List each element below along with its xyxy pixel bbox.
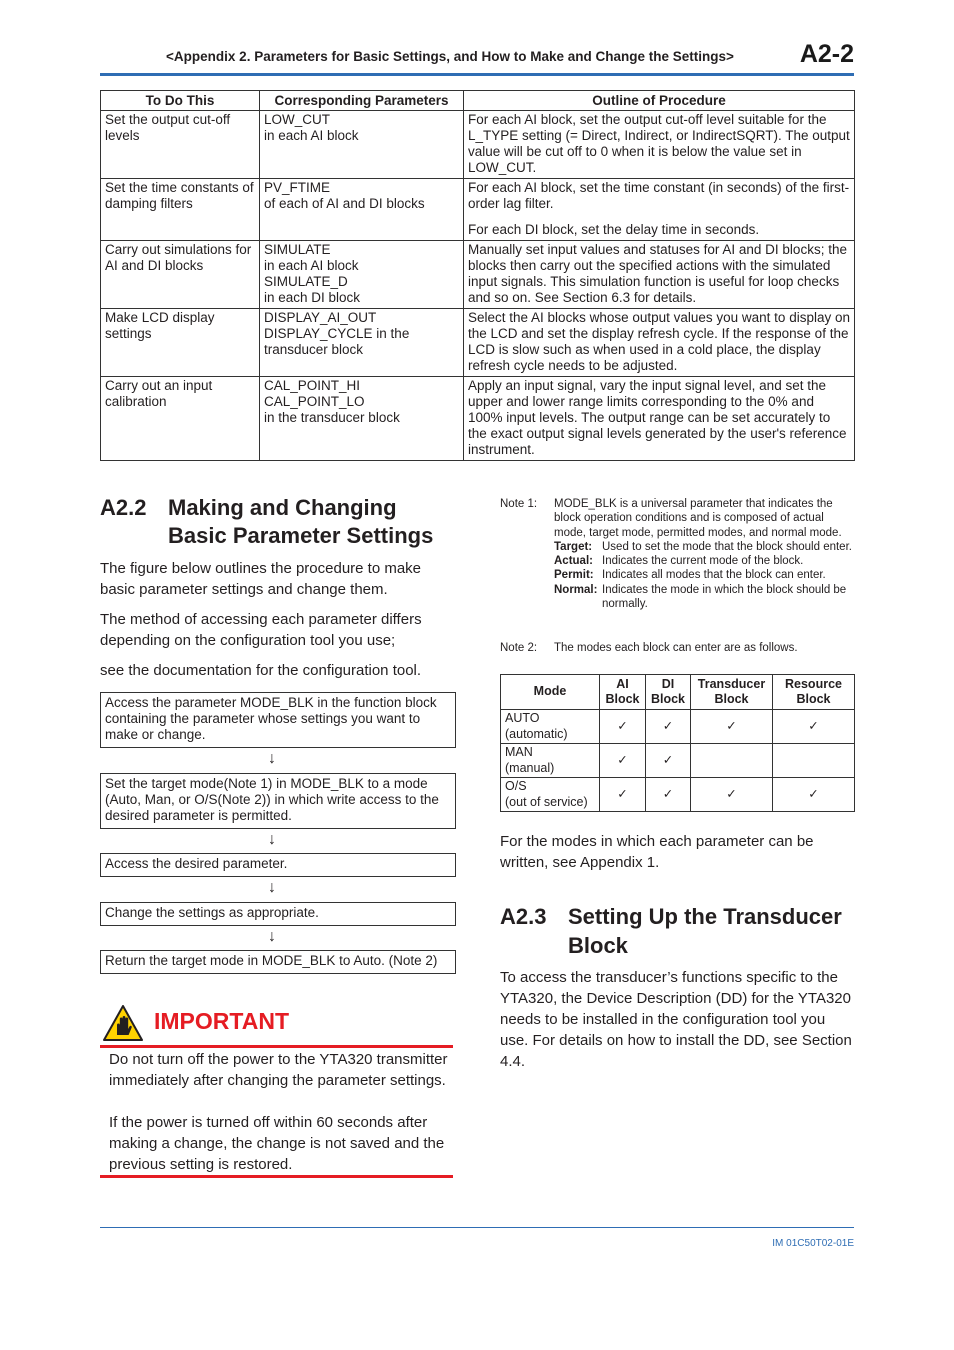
outline-cell <box>464 179 855 241</box>
note-label: Note 1: <box>500 498 538 510</box>
outline-cell <box>464 111 855 179</box>
param-line: of each of AI and DI blocks <box>264 196 425 211</box>
important-text: If the power is turned off within 60 seconds after making a change, the change is not saved and the previous setting is restored. <box>109 1114 445 1173</box>
definition-text: Indicates the current mode of the block. <box>602 555 804 568</box>
param-line: CAL_POINT_LO <box>264 394 365 409</box>
outline-cell <box>464 377 855 461</box>
definition-term: Actual: <box>554 555 593 568</box>
definition-term: Permit: <box>554 569 594 582</box>
column-header: Transducer Block <box>691 675 773 710</box>
flow-step-box: Access the parameter MODE_BLK in the function block containing the parameter whose settings you want to make or change. <box>100 692 456 748</box>
param-line: in the transducer block <box>264 410 400 425</box>
page-header-title: <Appendix 2. Parameters for Basic Settings, and How to Make and Change the Settings> <box>166 49 734 64</box>
important-text: Do not turn off the power to the YTA320 transmitter immediately after changing the parameter settings. <box>109 1051 448 1089</box>
params-cell <box>260 377 464 461</box>
body-paragraph: The figure below outlines the procedure to make basic parameter settings and change them. <box>100 560 422 598</box>
mode-cell <box>501 778 600 812</box>
params-cell <box>260 111 464 179</box>
mode-name: MAN <box>505 745 533 759</box>
flow-arrow-down: ↓ <box>268 928 276 945</box>
todo-cell: Carry out an input calibration <box>101 377 260 461</box>
definition-term: Target: <box>554 540 593 553</box>
note-text: The modes each block can enter are as follows. <box>554 642 798 654</box>
column-header: Outline of Procedure <box>464 91 855 111</box>
outline-text: For each AI block, set the time constant (in seconds) of the first-order lag filter. <box>468 180 850 211</box>
param-line: DISPLAY_AI_OUT <box>264 310 377 325</box>
mode-cell <box>501 744 600 778</box>
table-row <box>501 744 855 778</box>
flow-step-box: Set the target mode(Note 1) in MODE_BLK to a mode (Auto, Man, or O/S(Note 2)) in which write access to the desired parameter is permitted. <box>100 773 456 829</box>
check-cell: ✓ <box>646 744 691 778</box>
flow-step-box: Access the desired parameter. <box>100 853 456 877</box>
mode-table <box>500 674 855 812</box>
table-row <box>101 179 855 241</box>
section-title-line: Block <box>568 933 628 958</box>
column-header: Corresponding Parameters <box>260 91 464 111</box>
body-paragraph: see the documentation for the configuration tool. <box>100 662 422 679</box>
column-header: Mode <box>501 675 600 710</box>
section-title-line: Setting Up the Transducer <box>568 904 842 929</box>
param-line: SIMULATE <box>264 242 331 257</box>
param-line: in each AI block <box>264 128 359 143</box>
check-cell: ✓ <box>773 778 855 812</box>
params-cell <box>260 241 464 309</box>
mode-name: AUTO <box>505 711 540 725</box>
todo-cell: Carry out simulations for AI and DI blocks <box>101 241 260 309</box>
outline-cell <box>464 309 855 377</box>
definition-term: Normal: <box>554 583 598 596</box>
params-cell <box>260 309 464 377</box>
body-paragraph: The method of accessing each parameter differs depending on the configuration tool you use; <box>100 611 422 649</box>
flow-arrow-down: ↓ <box>268 750 276 767</box>
definition-text: Used to set the mode that the block should enter. <box>602 540 852 553</box>
important-top-rule <box>100 1045 453 1048</box>
header-divider <box>100 73 854 76</box>
check-cell <box>691 744 773 778</box>
warning-hand-icon <box>102 1004 144 1042</box>
mode-definition <box>554 583 854 612</box>
mode-name: O/S <box>505 779 527 793</box>
todo-cell: Make LCD display settings <box>101 309 260 377</box>
table-row <box>101 241 855 309</box>
param-line: CAL_POINT_HI <box>264 378 361 393</box>
outline-text: For each DI block, set the delay time in seconds. <box>468 222 760 237</box>
param-line: in each AI block <box>264 258 359 273</box>
outline-cell <box>464 241 855 309</box>
definition-text: Indicates all modes that the block can enter. <box>602 569 826 582</box>
important-title: IMPORTANT <box>154 1008 290 1034</box>
mode-definition <box>554 554 854 568</box>
section-number: A2.3 <box>500 904 547 929</box>
outline-text: For each AI block, set the output cut-off level suitable for the L_TYPE setting (= Direct, Indirect, or IndirectSQRT). The output value will be cut off to 0 when it is below the value set in LOW_CUT. <box>468 112 850 175</box>
mode-description: (manual) <box>505 760 555 775</box>
check-cell <box>773 744 855 778</box>
flow-step-box: Change the settings as appropriate. <box>100 902 456 926</box>
parameter-table <box>100 90 855 461</box>
param-line: in each DI block <box>264 290 361 305</box>
table-row <box>501 710 855 744</box>
mode-description: (automatic) <box>505 726 568 741</box>
important-bottom-rule <box>100 1175 453 1178</box>
column-header: AI Block <box>600 675 646 710</box>
definition-text: Indicates the mode in which the block should be normally. <box>602 583 847 611</box>
note-2 <box>500 641 856 657</box>
table-header-row <box>501 675 855 710</box>
section-heading-a22 <box>100 494 460 550</box>
page-number: A2-2 <box>799 40 854 68</box>
mode-cell <box>501 710 600 744</box>
section-number: A2.2 <box>100 495 147 520</box>
column-header: To Do This <box>101 91 260 111</box>
flow-arrow-down: ↓ <box>268 879 276 896</box>
param-line: PV_FTIME <box>264 180 331 195</box>
note-label: Note 2: <box>500 642 538 654</box>
param-line: LOW_CUT <box>264 112 331 127</box>
todo-cell: Set the time constants of damping filters <box>101 179 260 241</box>
note-1 <box>500 497 856 642</box>
check-cell: ✓ <box>646 778 691 812</box>
flow-arrow-down: ↓ <box>268 831 276 848</box>
table-row <box>101 377 855 461</box>
section-title-line: Making and Changing <box>168 495 397 520</box>
flow-step-box: Return the target mode in MODE_BLK to Auto. (Note 2) <box>100 950 456 974</box>
outline-text: Select the AI blocks whose output values you want to display on the LCD and set the display refresh cycle. If the response of the LCD is slow such as when used in a cold place, the display refresh cycle needs to be adjusted. <box>468 310 850 373</box>
check-cell: ✓ <box>600 778 646 812</box>
mode-definition <box>554 568 854 582</box>
body-paragraph: For the modes in which each parameter can be written, see Appendix 1. <box>500 833 814 871</box>
check-cell: ✓ <box>773 710 855 744</box>
mode-definition <box>554 540 854 554</box>
document-id: IM 01C50T02-01E <box>772 1238 854 1249</box>
check-cell: ✓ <box>691 710 773 744</box>
param-line: DISPLAY_CYCLE in the transducer block <box>264 326 410 357</box>
mode-description: (out of service) <box>505 794 588 809</box>
table-row <box>501 778 855 812</box>
check-cell: ✓ <box>600 744 646 778</box>
section-heading-a23 <box>500 903 855 961</box>
body-paragraph: To access the transducer’s functions specific to the YTA320, the Device Description (DD) for the YTA320 needs to be installed in the configuration tool you use. For details on how to install the DD, see Section 4.4. <box>500 969 852 1070</box>
todo-cell: Set the output cut-off levels <box>101 111 260 179</box>
outline-text: Apply an input signal, vary the input signal level, and set the upper and lower range limits corresponding to the 0% and 100% input levels. The output range can be set accurately to the exact output signal levels generated by the user's reference instrument. <box>468 378 847 457</box>
check-cell: ✓ <box>691 778 773 812</box>
table-header-row <box>101 91 855 111</box>
column-header: Resource Block <box>773 675 855 710</box>
outline-text: Manually set input values and statuses for AI and DI blocks; the blocks then carry out the specified actions with the simulated input signals. This simulation function is useful for loop checks and so on. See Section 6.3 for details. <box>468 242 847 305</box>
check-cell: ✓ <box>646 710 691 744</box>
column-header: DI Block <box>646 675 691 710</box>
param-line: SIMULATE_D <box>264 274 348 289</box>
note-body <box>554 497 854 611</box>
footer-divider <box>100 1227 854 1228</box>
table-row <box>101 111 855 179</box>
params-cell <box>260 179 464 241</box>
note-text: MODE_BLK is a universal parameter that indicates the block operation conditions and is composed of actual mode, target mode, permitted modes, and normal mode. <box>554 498 842 539</box>
section-title-line: Basic Parameter Settings <box>168 523 434 548</box>
table-row <box>101 309 855 377</box>
check-cell: ✓ <box>600 710 646 744</box>
